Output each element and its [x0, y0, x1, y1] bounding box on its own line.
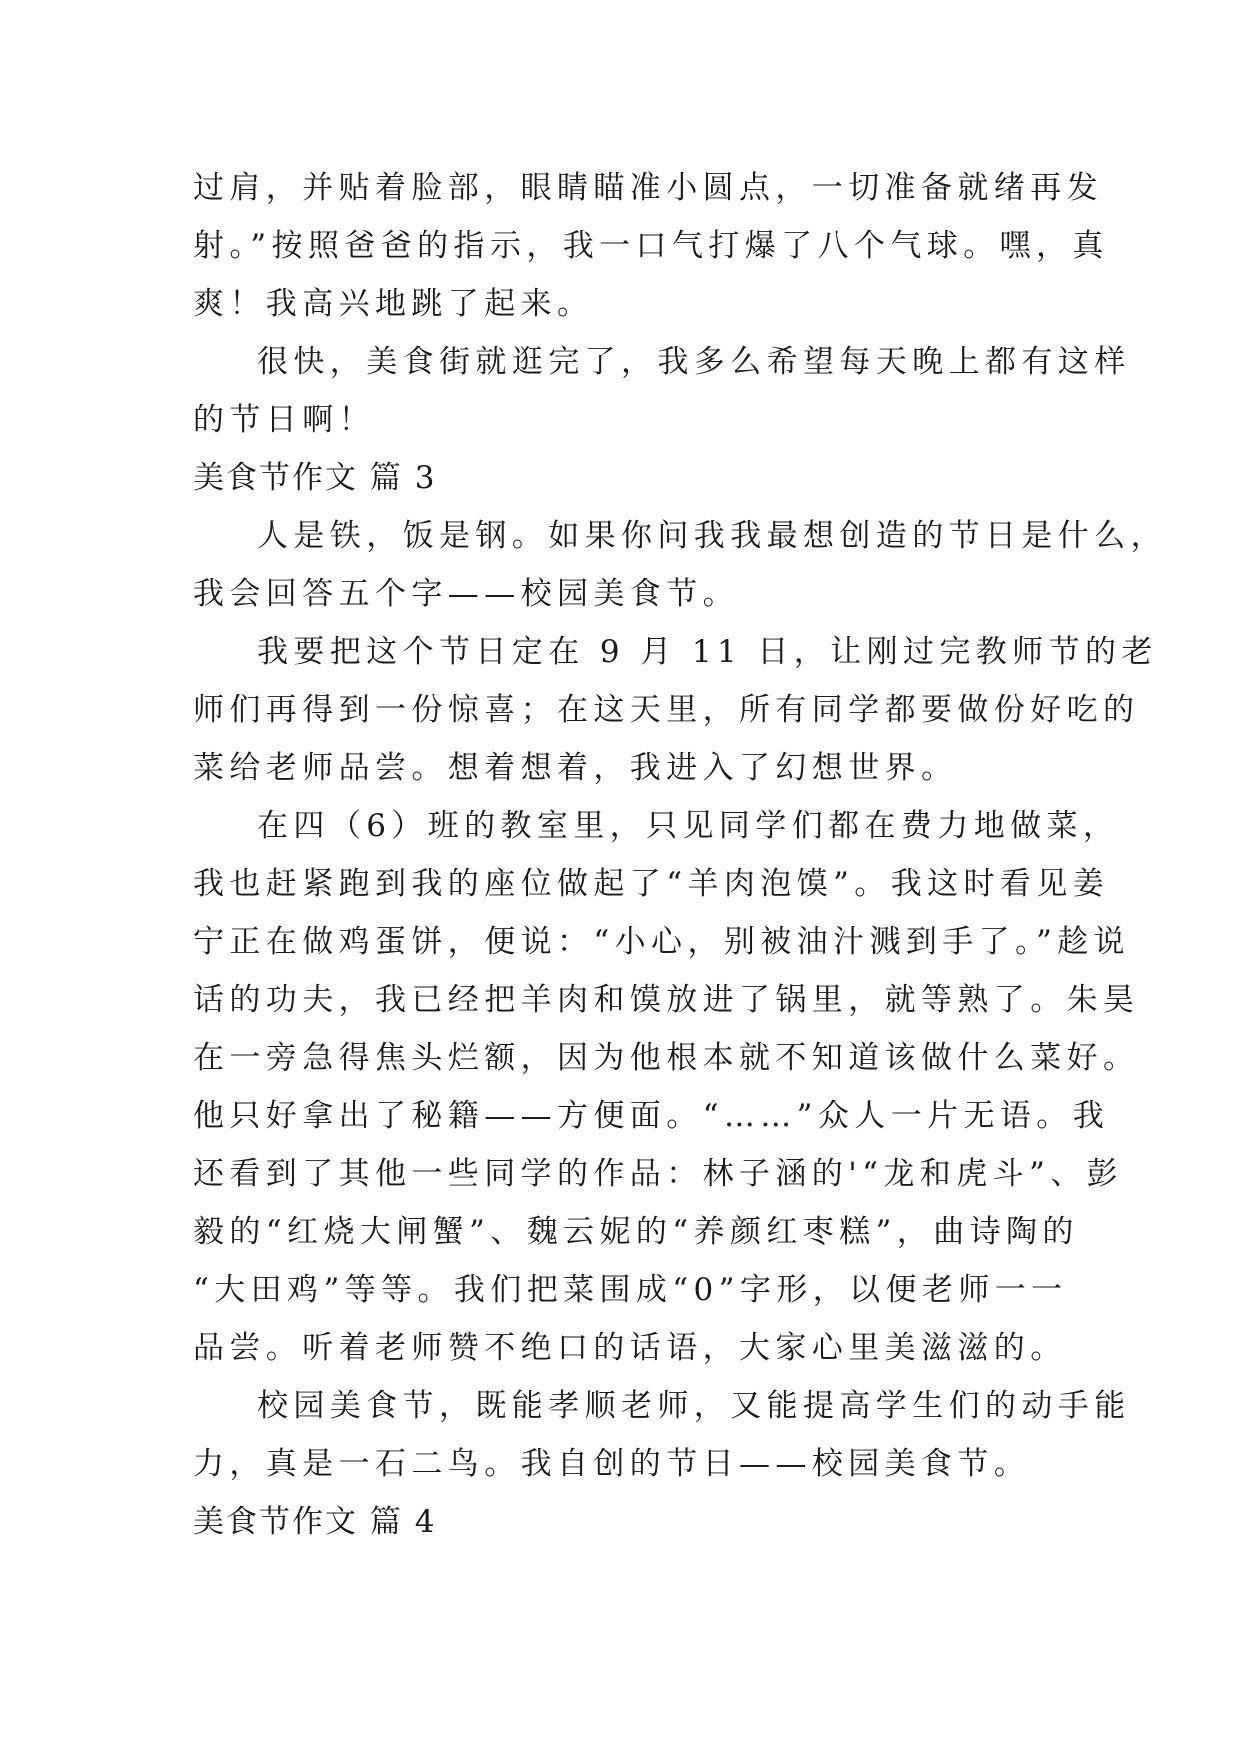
paragraph-line: 还看到了其他一些同学的作品：林子涵的'“龙和虎斗”、彭 — [193, 1156, 1124, 1192]
paragraph-line: 人是铁，饭是钢。如果你问我我最想创造的节日是什么， — [257, 518, 1167, 554]
paragraph-line: 话的功夫，我已经把羊肉和馍放进了锅里，就等熟了。朱昊 — [193, 982, 1140, 1018]
section-heading: 美食节作文 篇 3 — [193, 460, 437, 496]
paragraph-line: 菜给老师品尝。想着想着，我进入了幻想世界。 — [193, 750, 958, 786]
paragraph-line: 力，真是一石二鸟。我自创的节日——校园美食节。 — [193, 1446, 1031, 1482]
paragraph-line: 他只好拿出了秘籍——方便面。“……”众人一片无语。我 — [193, 1098, 1110, 1134]
paragraph-line: 的节日啊！ — [193, 402, 375, 438]
paragraph-line: 在四（6）班的教室里，只见同学们都在费力地做菜， — [257, 808, 1120, 844]
paragraph-line: 我也赶紧跑到我的座位做起了“羊肉泡馍”。我这时看见姜 — [193, 866, 1110, 902]
paragraph-line: 师们再得到一份惊喜；在这天里，所有同学都要做份好吃的 — [193, 692, 1140, 728]
paragraph-line: 我会回答五个字——校园美食节。 — [193, 576, 739, 612]
paragraph-line: 射。”按照爸爸的指示，我一口气打爆了八个气球。嘿，真 — [193, 228, 1109, 264]
paragraph-line: “大田鸡”等等。我们把菜围成“0”字形，以便老师一一 — [193, 1272, 1068, 1308]
paragraph-line: 爽！我高兴地跳了起来。 — [193, 286, 594, 322]
paragraph-line: 毅的“红烧大闸蟹”、魏云妮的“养颜红枣糕”，曲诗陶的 — [193, 1214, 1079, 1250]
paragraph-line: 在一旁急得焦头烂额，因为他根本就不知道该做什么菜好。 — [193, 1040, 1140, 1076]
paragraph-line: 宁正在做鸡蛋饼，便说：“小心，别被油汁溅到手了。”趁说 — [193, 924, 1130, 960]
paragraph-line: 校园美食节，既能孝顺老师，又能提高学生们的动手能 — [257, 1388, 1131, 1424]
paragraph-line: 过肩，并贴着脸部，眼睛瞄准小圆点，一切准备就绪再发 — [193, 170, 1103, 206]
paragraph-line: 我要把这个节日定在 9 月 11 日，让刚过完教师节的老 — [257, 634, 1158, 670]
paragraph-line: 很快，美食街就逛完了，我多么希望每天晚上都有这样 — [257, 344, 1131, 380]
section-heading: 美食节作文 篇 4 — [193, 1504, 437, 1540]
paragraph-line: 品尝。听着老师赞不绝口的话语，大家心里美滋滋的。 — [193, 1330, 1067, 1366]
